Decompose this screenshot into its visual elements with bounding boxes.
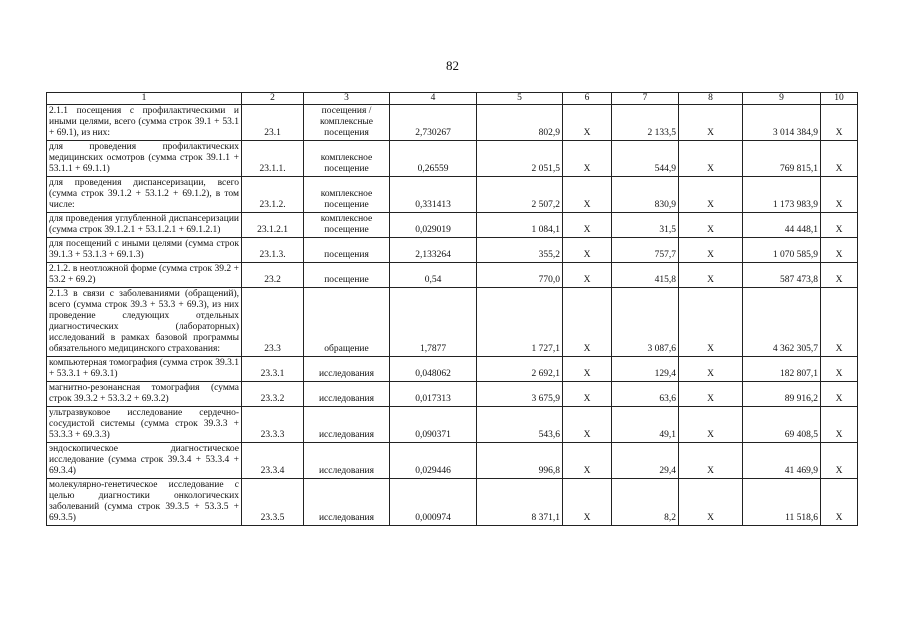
- cell-col6: Х: [563, 141, 612, 177]
- column-header: 6: [563, 93, 612, 105]
- cell-col7: 63,6: [612, 382, 679, 407]
- row-description: для проведения профилактических медицинских осмотров (сумма строк 39.1.1 + 53.1.1 + 69.1.1): [47, 141, 242, 177]
- row-description: 2.1.1 посещения с профилактическими и иными целями, всего (сумма строк 39.1 + 53.1 + 69.1), из них:: [47, 105, 242, 141]
- cell-col7: 757,7: [612, 238, 679, 263]
- table-row: [47, 177, 858, 213]
- cell-col8: Х: [679, 407, 743, 443]
- row-unit: исследования: [304, 382, 390, 407]
- cell-col10: Х: [821, 263, 858, 288]
- column-header: 1: [47, 93, 242, 105]
- row-description: магнитно-резонансная томография (сумма строк 39.3.2 + 53.3.2 + 69.3.2): [47, 382, 242, 407]
- cell-col9: 769 815,1: [743, 141, 821, 177]
- cell-col7: 544,9: [612, 141, 679, 177]
- cell-col7: 49,1: [612, 407, 679, 443]
- cell-col4: 0,331413: [390, 177, 477, 213]
- cell-col10: Х: [821, 382, 858, 407]
- cell-col6: Х: [563, 238, 612, 263]
- row-description: эндоскопическое диагностическое исследование (сумма строк 39.3.4 + 53.3.4 + 69.3.4): [47, 443, 242, 479]
- cell-col10: Х: [821, 141, 858, 177]
- table-row: [47, 213, 858, 238]
- cell-col4: 0,000974: [390, 479, 477, 526]
- row-unit: исследования: [304, 443, 390, 479]
- cell-col5: 355,2: [477, 238, 563, 263]
- cell-col8: Х: [679, 479, 743, 526]
- row-unit: комплексное посещение: [304, 141, 390, 177]
- table-row: [47, 443, 858, 479]
- row-description: 2.1.3 в связи с заболеваниями (обращений), всего (сумма строк 39.3 + 53.3 + 69.3), из них проведение следующих отдельных диагностических (лабораторных) исследований в рамках базовой программы обязательного медицинского страхования:: [47, 288, 242, 357]
- cell-col5: 996,8: [477, 443, 563, 479]
- row-unit: исследования: [304, 357, 390, 382]
- table-row: [47, 407, 858, 443]
- cell-col8: Х: [679, 141, 743, 177]
- row-code: 23.3.2: [242, 382, 304, 407]
- column-header: 2: [242, 93, 304, 105]
- cell-col6: Х: [563, 407, 612, 443]
- cell-col5: 2 507,2: [477, 177, 563, 213]
- table-row: [47, 105, 858, 141]
- cell-col4: 1,7877: [390, 288, 477, 357]
- table-row: [47, 288, 858, 357]
- cell-col6: Х: [563, 357, 612, 382]
- row-description: для посещений с иными целями (сумма строк 39.1.3 + 53.1.3 + 69.1.3): [47, 238, 242, 263]
- cell-col7: 129,4: [612, 357, 679, 382]
- page-number: 82: [446, 58, 459, 73]
- column-header: 10: [821, 93, 858, 105]
- cell-col6: Х: [563, 177, 612, 213]
- cell-col9: 11 518,6: [743, 479, 821, 526]
- column-header: 9: [743, 93, 821, 105]
- cell-col5: 2 051,5: [477, 141, 563, 177]
- row-code: 23.3.4: [242, 443, 304, 479]
- cell-col10: Х: [821, 443, 858, 479]
- table-row: [47, 263, 858, 288]
- cell-col10: Х: [821, 357, 858, 382]
- cell-col4: 0,029446: [390, 443, 477, 479]
- cell-col10: Х: [821, 288, 858, 357]
- row-code: 23.1.3.: [242, 238, 304, 263]
- cell-col9: 89 916,2: [743, 382, 821, 407]
- row-code: 23.1.1.: [242, 141, 304, 177]
- cell-col5: 1 084,1: [477, 213, 563, 238]
- cell-col7: 8,2: [612, 479, 679, 526]
- cell-col5: 8 371,1: [477, 479, 563, 526]
- column-header: 3: [304, 93, 390, 105]
- cell-col9: 69 408,5: [743, 407, 821, 443]
- header-row: [47, 93, 858, 105]
- cell-col8: Х: [679, 263, 743, 288]
- cell-col5: 543,6: [477, 407, 563, 443]
- cell-col6: Х: [563, 443, 612, 479]
- cell-col8: Х: [679, 177, 743, 213]
- cell-col9: 1 173 983,9: [743, 177, 821, 213]
- row-code: 23.3.1: [242, 357, 304, 382]
- cell-col4: 2,730267: [390, 105, 477, 141]
- row-code: 23.2: [242, 263, 304, 288]
- cell-col4: 0,029019: [390, 213, 477, 238]
- row-unit: посещения: [304, 238, 390, 263]
- cell-col4: 0,54: [390, 263, 477, 288]
- column-header: 8: [679, 93, 743, 105]
- cell-col7: 29,4: [612, 443, 679, 479]
- data-table: [46, 92, 858, 526]
- row-code: 23.1.2.1: [242, 213, 304, 238]
- cell-col5: 3 675,9: [477, 382, 563, 407]
- cell-col8: Х: [679, 105, 743, 141]
- cell-col9: 4 362 305,7: [743, 288, 821, 357]
- row-description: 2.1.2. в неотложной форме (сумма строк 39.2 + 53.2 + 69.2): [47, 263, 242, 288]
- cell-col10: Х: [821, 105, 858, 141]
- cell-col8: Х: [679, 213, 743, 238]
- cell-col9: 587 473,8: [743, 263, 821, 288]
- row-unit: комплексное посещение: [304, 213, 390, 238]
- cell-col5: 1 727,1: [477, 288, 563, 357]
- cell-col10: Х: [821, 213, 858, 238]
- cell-col6: Х: [563, 382, 612, 407]
- cell-col8: Х: [679, 357, 743, 382]
- cell-col10: Х: [821, 238, 858, 263]
- row-description: компьютерная томография (сумма строк 39.3.1 + 53.3.1 + 69.3.1): [47, 357, 242, 382]
- cell-col10: Х: [821, 407, 858, 443]
- cell-col5: 802,9: [477, 105, 563, 141]
- cell-col6: Х: [563, 105, 612, 141]
- table-row: [47, 141, 858, 177]
- cell-col8: Х: [679, 288, 743, 357]
- column-header: 5: [477, 93, 563, 105]
- row-unit: исследования: [304, 479, 390, 526]
- row-unit: комплексное посещение: [304, 177, 390, 213]
- cell-col7: 415,8: [612, 263, 679, 288]
- row-description: молекулярно-генетическое исследование с целью диагностики онкологических заболеваний (сумма строк 39.3.5 + 53.3.5 + 69.3.5): [47, 479, 242, 526]
- cell-col9: 41 469,9: [743, 443, 821, 479]
- cell-col4: 0,048062: [390, 357, 477, 382]
- table-row: [47, 238, 858, 263]
- row-code: 23.1.2.: [242, 177, 304, 213]
- row-unit: исследования: [304, 407, 390, 443]
- cell-col10: Х: [821, 177, 858, 213]
- row-unit: обращение: [304, 288, 390, 357]
- row-unit: посещение: [304, 263, 390, 288]
- cell-col4: 2,133264: [390, 238, 477, 263]
- cell-col4: 0,090371: [390, 407, 477, 443]
- row-code: 23.3: [242, 288, 304, 357]
- cell-col9: 182 807,1: [743, 357, 821, 382]
- cell-col8: Х: [679, 238, 743, 263]
- cell-col5: 770,0: [477, 263, 563, 288]
- column-header: 4: [390, 93, 477, 105]
- cell-col7: 3 087,6: [612, 288, 679, 357]
- row-code: 23.3.3: [242, 407, 304, 443]
- cell-col6: Х: [563, 263, 612, 288]
- cell-col6: Х: [563, 479, 612, 526]
- row-code: 23.1: [242, 105, 304, 141]
- cell-col10: Х: [821, 479, 858, 526]
- cell-col8: Х: [679, 382, 743, 407]
- column-header: 7: [612, 93, 679, 105]
- cell-col6: Х: [563, 288, 612, 357]
- cell-col9: 3 014 384,9: [743, 105, 821, 141]
- row-description: ультразвуковое исследование сердечно-сосудистой системы (сумма строк 39.3.3 + 53.3.3 + 69.3.3): [47, 407, 242, 443]
- cell-col7: 2 133,5: [612, 105, 679, 141]
- cell-col4: 0,26559: [390, 141, 477, 177]
- cell-col5: 2 692,1: [477, 357, 563, 382]
- cell-col4: 0,017313: [390, 382, 477, 407]
- table-row: [47, 382, 858, 407]
- table-row: [47, 357, 858, 382]
- cell-col9: 1 070 585,9: [743, 238, 821, 263]
- row-code: 23.3.5: [242, 479, 304, 526]
- cell-col7: 830,9: [612, 177, 679, 213]
- cell-col6: Х: [563, 213, 612, 238]
- row-unit: посещения / комплексные посещения: [304, 105, 390, 141]
- row-description: для проведения диспансеризации, всего (сумма строк 39.1.2 + 53.1.2 + 69.1.2), в том числе:: [47, 177, 242, 213]
- cell-col8: Х: [679, 443, 743, 479]
- row-description: для проведения углубленной диспансеризации (сумма строк 39.1.2.1 + 53.1.2.1 + 69.1.2.1): [47, 213, 242, 238]
- cell-col9: 44 448,1: [743, 213, 821, 238]
- cell-col7: 31,5: [612, 213, 679, 238]
- table-row: [47, 479, 858, 526]
